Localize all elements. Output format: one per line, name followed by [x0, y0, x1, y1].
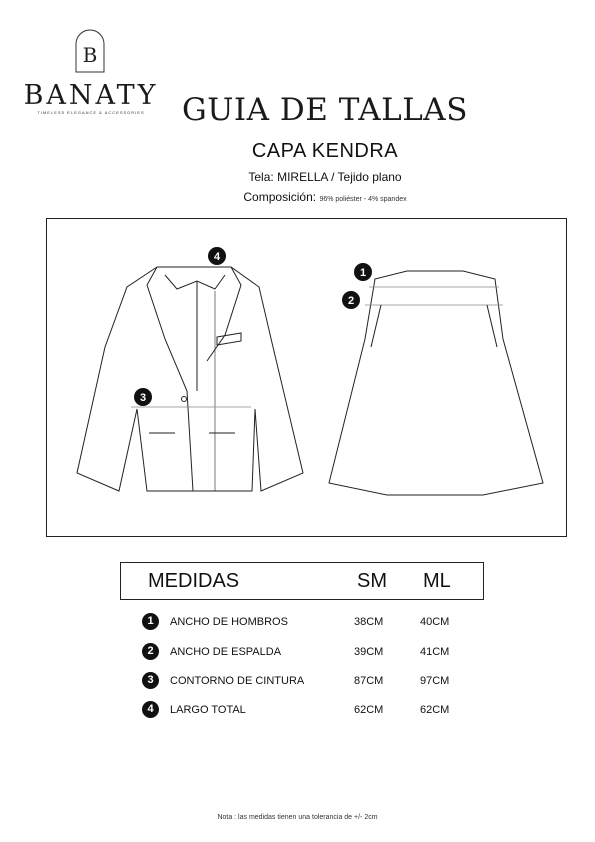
row-sm-value: 39CM [354, 646, 384, 658]
row-ml-value: 97CM [420, 675, 450, 687]
marker-1 [354, 263, 372, 281]
col-header-ml: ML [423, 570, 451, 592]
row-label: ANCHO DE ESPALDA [170, 646, 282, 658]
measurement-table-header [120, 562, 484, 600]
row-label: CONTORNO DE CINTURA [170, 675, 305, 687]
table-row [120, 613, 484, 633]
garment-sketch [47, 219, 568, 538]
row-ml-value: 40CM [420, 616, 450, 628]
composition-line [170, 190, 480, 204]
marker-1-label: 1 [359, 267, 367, 279]
row-ml-value: 41CM [420, 646, 450, 658]
row-sm-value: 38CM [354, 616, 384, 628]
composition-value: 96% poliéster - 4% spandex [319, 196, 407, 203]
brand-logo-icon [72, 28, 108, 74]
row-sm-value: 62CM [354, 704, 384, 716]
tolerance-note: Nota : las medidas tienen una tolerancia de +/- 2cm [217, 814, 378, 821]
back-view [329, 271, 543, 495]
marker-3 [134, 388, 152, 406]
table-row [120, 672, 484, 692]
brand-name: BANATY [23, 80, 159, 111]
marker-2 [342, 291, 360, 309]
brand-tagline: TIMELESS ELEGANCE & ACCESSORIES [37, 110, 145, 115]
row-label: ANCHO DE HOMBROS [170, 616, 288, 628]
row-number-badge: 3 [142, 672, 159, 689]
row-sm-value: 87CM [354, 675, 384, 687]
product-name: CAPA KENDRA [251, 140, 399, 162]
page-title: GUIA DE TALLAS [182, 92, 468, 128]
col-header-sm: SM [357, 570, 387, 592]
brand-monogram: B [82, 43, 98, 67]
row-number-badge: 4 [142, 701, 159, 718]
table-row [120, 643, 484, 663]
fabric-value: MIRELLA / Tejido plano [277, 170, 402, 184]
composition-label: Composición: [243, 190, 317, 204]
row-number-badge: 2 [142, 643, 159, 660]
row-label: LARGO TOTAL [170, 704, 246, 716]
row-number-badge: 1 [142, 613, 159, 630]
marker-4 [208, 247, 226, 265]
row-ml-value: 62CM [420, 704, 450, 716]
fabric-line [170, 170, 480, 184]
garment-diagram [46, 218, 567, 537]
front-view [77, 267, 303, 491]
marker-2-label: 2 [347, 295, 355, 307]
col-header-measure: MEDIDAS [148, 570, 240, 592]
fabric-label: Tela: [248, 170, 274, 184]
marker-4-label: 4 [213, 251, 221, 263]
table-row [120, 701, 484, 721]
marker-3-label: 3 [139, 392, 147, 404]
